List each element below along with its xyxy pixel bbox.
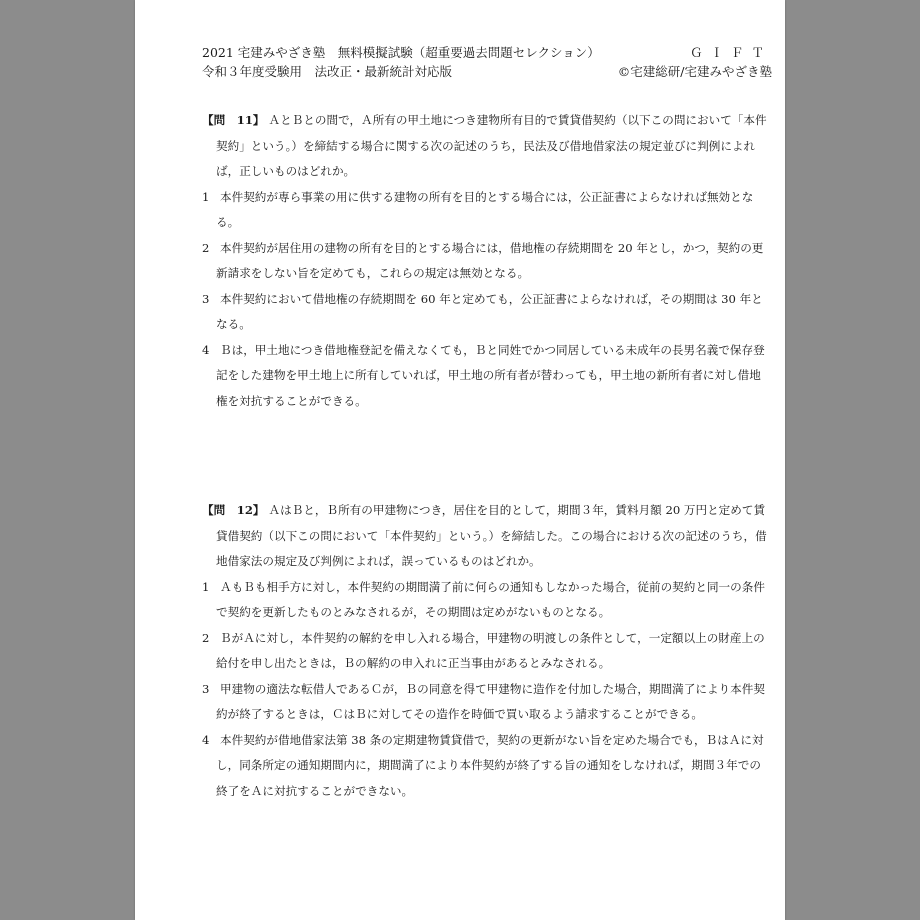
exam-subtitle: 令和３年度受験用 法改正・最新統計対応版 [202,64,453,79]
option-text: 本件契約が借地借家法第 38 条の定期建物賃貸借で，契約の更新がない旨を定めた場合でも，ＢはＡに対し，同条所定の通知期間内に，期間満了により本件契約が終了する旨の通知をしなければ，期間３年での終了をＡに対抗することができない。 [216,732,764,798]
option-text: ＢがＡに対し，本件契約の解約を申し入れる場合，甲建物の明渡しの条件として，一定額以上の財産上の給付を申し出たときは，Ｂの解約の申入れに正当事由があるとみなされる。 [216,630,765,670]
answer-option-4 [202,728,767,805]
brand-name: ＧＩＦＴ [689,45,772,60]
copyright-notice: ©宅建総研/宅建みやざき塾 [617,64,772,79]
question-number: 【問 12】 [202,503,265,517]
question-11 [202,108,767,414]
option-number: 2 [202,630,210,645]
answer-option-3 [202,677,767,728]
question-number: 【問 11】 [202,113,265,127]
header-title-line [202,45,772,61]
option-number: 4 [202,342,210,357]
option-text: ＡもＢも相手方に対し，本件契約の期間満了前に何らの通知もしなかった場合，従前の契約と同一の条件で契約を更新したものとみなされるが，その期間は定めがないものとなる。 [216,579,765,619]
option-number: 1 [202,579,210,594]
option-text: 甲建物の適法な転借人であるＣが，Ｂの同意を得て甲建物に造作を付加した場合，期間満了により本件契約が終了するときは，ＣはＢに対してその造作を時価で買い取るよう請求することができる。 [216,681,765,721]
option-text: Ｂは，甲土地につき借地権登記を備えなくても，Ｂと同姓でかつ同居している未成年の長男名義で保存登記をした建物を甲土地上に所有していれば，甲土地の所有者が替わっても，甲土地の新所有者に対し借地権を対抗することができる。 [216,342,765,408]
answer-option-1 [202,185,767,236]
option-number: 4 [202,732,210,747]
option-number: 3 [202,291,210,306]
exam-title: 2021 宅建みやざき塾 無料模擬試験（超重要過去問題セレクション） [202,45,600,60]
answer-option-1 [202,575,767,626]
option-text: 本件契約が居住用の建物の所有を目的とする場合には，借地権の存続期間を 20 年とし，かつ，契約の更新請求をしない旨を定めても，これらの規定は無効となる。 [216,240,764,280]
question-12 [202,498,767,804]
option-number: 3 [202,681,210,696]
question-text: ＡとＢとの間で，Ａ所有の甲土地につき建物所有目的で賃貸借契約（以下この問において「本件契約」という。）を締結する場合に関する次の記述のうち，民法及び借地借家法の規定並びに判例によれば，正しいものはどれか。 [216,113,767,178]
header-subtitle-line [202,64,772,80]
option-text: 本件契約において借地権の存続期間を 60 年と定めても，公正証書によらなければ，その期間は 30 年となる。 [216,291,763,331]
answer-option-2 [202,236,767,287]
question-text: ＡはＢと，Ｂ所有の甲建物につき，居住を目的として，期間３年，賃料月額 20 万円と定めて賃貸借契約（以下この問において「本件契約」という。）を締結した。この場合における次の記述のうち，借地借家法の規定及び判例によれば，誤っているものはどれか。 [216,503,767,568]
answer-option-2 [202,626,767,677]
question-stem [202,498,767,575]
answer-option-3 [202,287,767,338]
option-number: 1 [202,189,210,204]
option-text: 本件契約が専ら事業の用に供する建物の所有を目的とする場合には，公正証書によらなければ無効となる。 [216,189,754,229]
answer-option-4 [202,338,767,415]
option-number: 2 [202,240,210,255]
question-stem [202,108,767,185]
document-page [135,0,785,920]
